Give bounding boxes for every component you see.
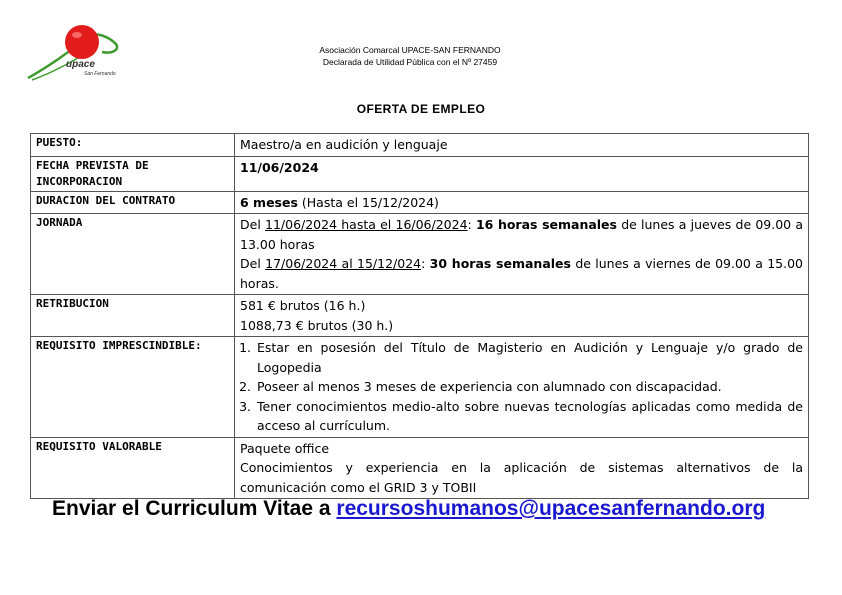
jornada-p2-prefix: Del [240,256,266,271]
duracion-detail: (Hasta el 15/12/2024) [297,194,439,210]
jornada-p1-dates: 11/06/2024 hasta el 16/06/2024 [265,217,468,232]
jornada-p2-colon: : [421,256,430,271]
row-duracion [31,191,809,214]
label-retribucion: RETRIBUCION [31,295,235,337]
send-cv-instruction [52,497,765,521]
row-puesto [31,134,809,157]
email-link[interactable]: recursoshumanos@upacesanfernando.org [336,497,766,520]
org-name: Asociación Comarcal UPACE-SAN FERNANDO [319,45,501,55]
row-jornada [31,214,809,295]
value-requisito-imprescindible [235,337,809,438]
label-requisito-imprescindible: REQUISITO IMPRESCINDIBLE: [31,337,235,438]
row-fecha [31,156,809,191]
value-fecha: 11/06/2024 [235,156,809,191]
value-puesto: Maestro/a en audición y lenguaje [235,134,809,157]
jornada-period-2 [240,254,803,293]
requirements-list [240,338,803,436]
label-requisito-valorable: REQUISITO VALORABLE [31,437,235,499]
jornada-p2-dates: 17/06/2024 al 15/12/024 [265,256,422,271]
label-fecha: FECHA PREVISTA DE INCORPORACION [31,156,235,191]
label-jornada: JORNADA [31,214,235,295]
jornada-period-1 [240,215,803,254]
upace-logo [26,22,126,84]
valorable-aac: Conocimientos y experiencia en la aplicación de sistemas alternativos de la comunicación como el GRID 3 y TOBII [240,460,803,495]
value-duracion [235,191,809,214]
jornada-p1-rest: de lunes a jueves de 09.00 a 13.00 horas [240,217,803,252]
organization-header [260,44,560,68]
page-title: OFERTA DE EMPLEO [356,102,486,116]
retribucion-16h: 581 € brutos (16 h.) [240,298,366,313]
duracion-months: 6 meses [240,194,298,210]
list-item: 3. Tener conocimientos medio-alto sobre nuevas tecnologías aplicadas como medida de acceso al currículum. [255,397,803,436]
org-declaration: Declarada de Utilidad Pública con el Nº 27459 [322,57,498,67]
list-item: 1. Estar en posesión del Título de Magisterio en Audición y Lenguaje y/o grado de Logopedia [255,338,803,377]
jornada-p1-colon: : [467,217,476,232]
list-item: 2. Poseer al menos 3 meses de experiencia con alumnado con discapacidad. [255,377,803,397]
valorable-office: Paquete office [240,440,330,456]
jornada-p1-hours: 16 horas semanales [475,217,617,232]
send-cv-text: Enviar el Curriculum Vitae a [52,497,337,520]
row-requisito-valorable [31,437,809,499]
job-offer-table [30,133,809,499]
value-jornada [235,214,809,295]
jornada-p2-rest: de lunes a viernes de 09.00 a 15.00 horas. [240,256,804,291]
row-requisito-imprescindible [31,337,809,438]
retribucion-30h: 1088,73 € brutos (30 h.) [240,317,394,333]
value-requisito-valorable [235,437,809,499]
value-retribucion [235,295,809,337]
jornada-p2-hours: 30 horas semanales [429,256,571,271]
row-retribucion [31,295,809,337]
logo-subbrand: San Fernando [84,71,116,77]
logo-brand: upace [66,59,95,70]
label-puesto: PUESTO: [31,134,235,157]
jornada-p1-prefix: Del [240,217,265,232]
label-duracion: DURACION DEL CONTRATO [31,191,235,214]
